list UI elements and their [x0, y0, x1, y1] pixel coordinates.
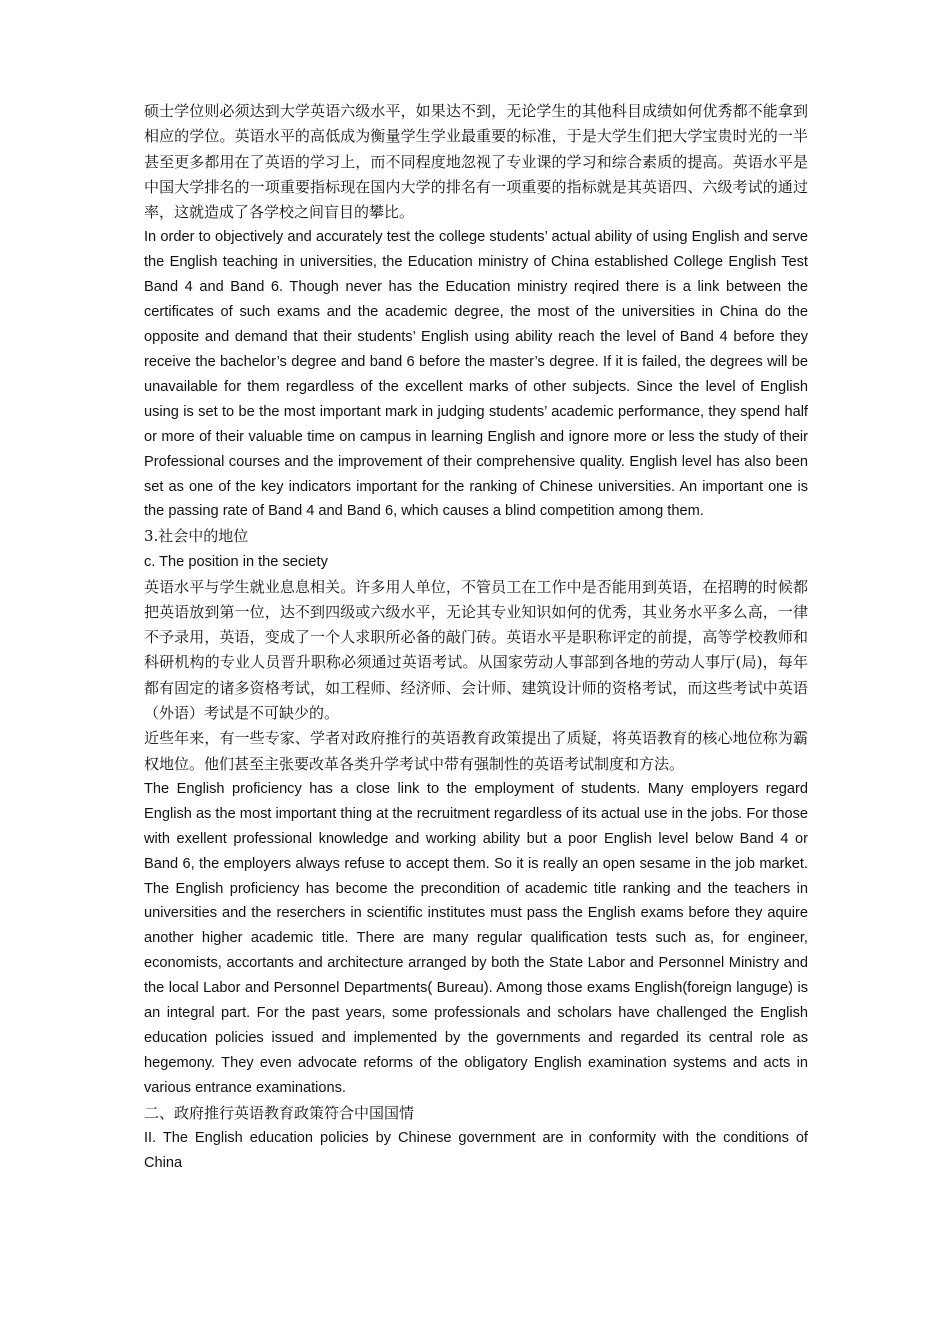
- paragraph-en-degree-requirement: In order to objectively and accurately test the college students’ actual ability of using English and serve the English teaching in universities, the Education ministry of China established College English Test Band 4 and Band 6. Though never has the Education ministry reqired there is a link between the certificates of such exams and the academic degree, the most of the universities in China do the opposite and demand that their students’ English using ability reach the level of Band 4 before they receive the bachelor’s degree and band 6 before the master’s degree. If it is failed, the degrees will be unavailable for them regardless of the excellent marks of other subjects. Since the level of English using is set to be the most important mark in judging students’ academic performance, they spend half or more of their valuable time on campus in learning English and ignore more or less the study of their Professional courses and the improvement of their comprehensive quality. English level has also been set as one of the key indicators important for the ranking of Chinese universities. An important one is the passing rate of Band 4 and Band 6, which causes a blind competition among them.: [144, 229, 808, 520]
- paragraph-cn-employment: 英语水平与学生就业息息相关。许多用人单位，不管员工在工作中是否能用到英语，在招聘的时候都把英语放到第一位，达不到四级或六级水平，无论其专业知识如何的优秀，其业务水平多么高，一律不予录用，英语，变成了一个人求职所必备的敲门砖。英语水平是职称评定的前提，高等学校教师和科研机构的专业人员晋升职称必须通过英语考试。从国家劳动人事部到各地的劳动人事厅(局)，每年都有固定的诸多资格考试，如工程师、经济师、会计师、建筑设计师的资格考试，而这些考试中英语（外语）考试是不可缺少的。: [144, 577, 808, 723]
- paragraph-en-employment: The English proficiency has a close link to the employment of students. Many employers regard English as the most important thing at the recruitment regardless of its actual use in the jobs. For those with exellent professional knowledge and working ability but a poor English level below Band 4 or Band 6, the employers always refuse to accept them. So it is really an open sesame in the job market. The English proficiency has become the precondition of academic title ranking and the teachers in universities and the reserchers in scientific institutes must pass the English exams before they aquire another higher academic title. There are many regular qualification tests such as, for engineer, economists, accortants and architecture arranged by both the State Labor and Personnel Ministry and the local Labor and Personnel Departments( Bureau). Among those exams English(foreign languge) is an integral part. For the past years, some professionals and scholars have challenged the English education policies issued and implemented by the governments and regarded its central role as hegemony. They even advocate reforms of the obligatory English examination systems and acts in various entrance examinations.: [144, 780, 808, 1096]
- section-heading-cn-policy-conformity: 二、政府推行英语教育政策符合中国国情: [144, 1103, 415, 1122]
- section-heading-en-society-position: c. The position in the seciety: [144, 553, 328, 570]
- paragraph-cn-experts-challenge: 近些年来，有一些专家、学者对政府推行的英语教育政策提出了质疑，将英语教育的核心地位称为霸权地位。他们甚至主张要改革各类升学考试中带有强制性的英语考试制度和方法。: [144, 729, 808, 773]
- section-heading-en-policy-conformity: II. The English education policies by Chinese government are in conformity with the conditions of China: [144, 1130, 808, 1171]
- document-body: [144, 99, 808, 1176]
- paragraph-cn-degree-requirement: 硕士学位则必须达到大学英语六级水平，如果达不到，无论学生的其他科目成绩如何优秀都不能拿到相应的学位。英语水平的高低成为衡量学生学业最重要的标准，于是大学生们把大学宝贵时光的一半甚至更多都用在了英语的学习上，而不同程度地忽视了专业课的学习和综合素质的提高。英语水平是中国大学排名的一项重要指标现在国内大学的排名有一项重要的指标就是其英语四、六级考试的通过率，这就造成了各学校之间盲目的攀比。: [144, 102, 808, 222]
- section-heading-cn-society-position: 3.社会中的地位: [144, 527, 249, 546]
